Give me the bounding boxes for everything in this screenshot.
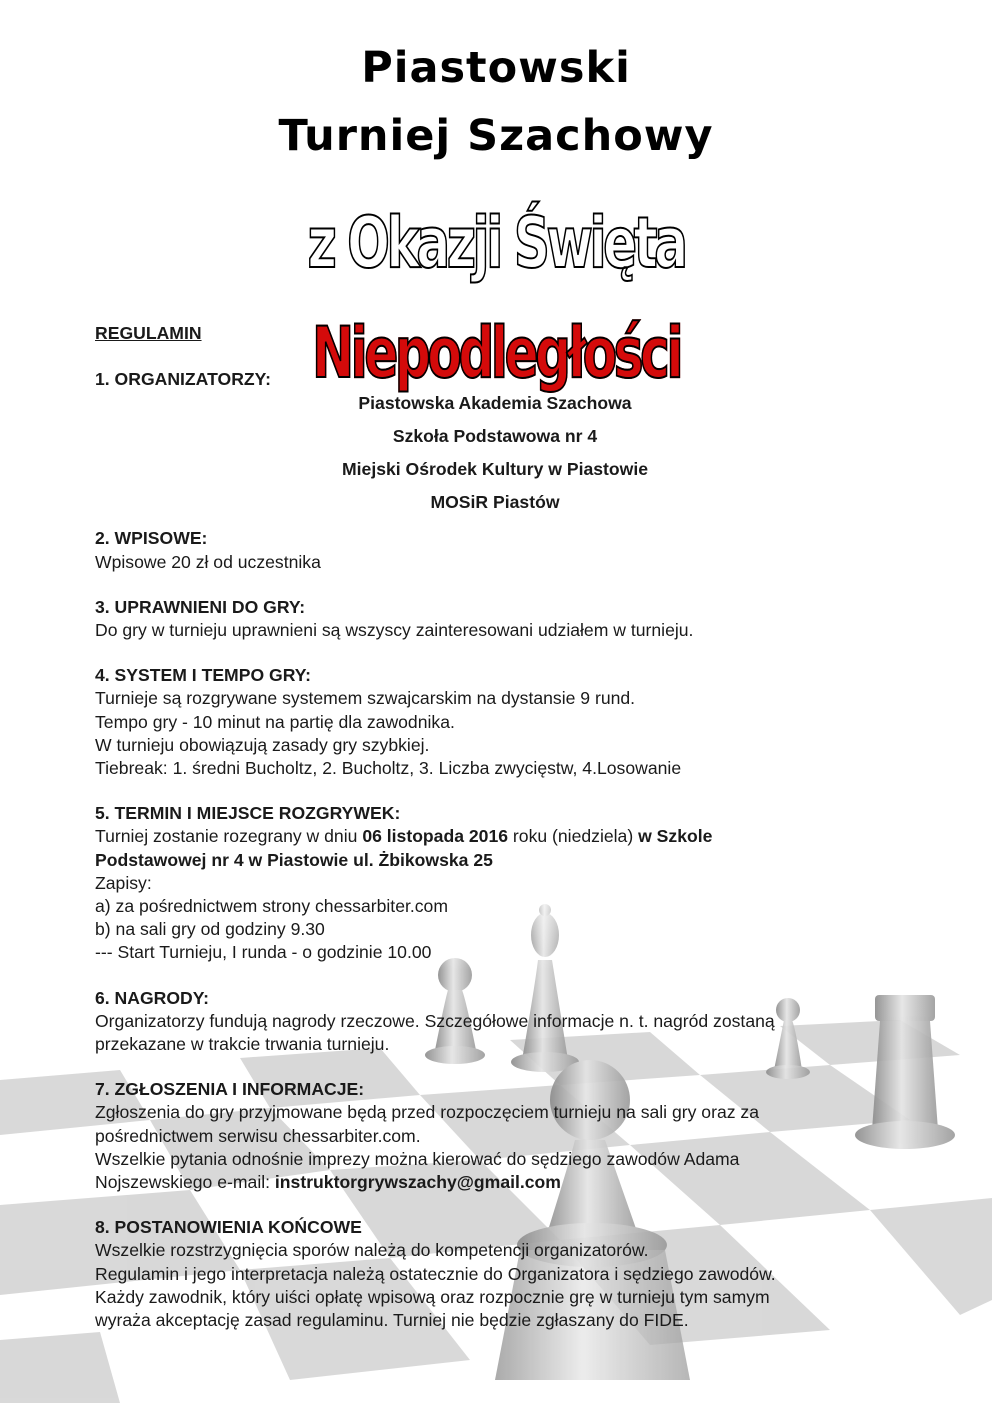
section-1-heading: 1. ORGANIZATORZY: bbox=[95, 369, 271, 390]
section-4-heading: 4. SYSTEM I TEMPO GRY: bbox=[95, 665, 312, 686]
title-line-1: Piastowski bbox=[361, 43, 631, 93]
venue-part-2: Podstawowej nr 4 w Piastowie ul. Żbikowska 25 bbox=[95, 849, 493, 870]
organizer-item: Miejski Ośrodek Kultury w Piastowie bbox=[341, 459, 649, 480]
section-4-line: Turnieje są rozgrywane systemem szwajcarskim na dystansie 9 rund. bbox=[95, 688, 636, 709]
section-4-line: Tiebreak: 1. średni Bucholtz, 2. Bucholtz, 3. Liczba zwycięstw, 4.Losowanie bbox=[95, 758, 682, 779]
regulations-body bbox=[95, 322, 895, 1332]
organizer-item: Piastowska Akademia Szachowa bbox=[358, 393, 632, 414]
section-6-heading: 6. NAGRODY: bbox=[95, 987, 210, 1008]
section-5-date-line bbox=[95, 825, 895, 848]
section-6-line: Organizatorzy fundują nagrody rzeczowe. Szczegółowe informacje n. t. nagród zostaną bbox=[95, 1010, 775, 1031]
section-5-line: --- Start Turnieju, I runda - o godzinie 10.00 bbox=[95, 942, 432, 963]
section-7-email-line bbox=[95, 1171, 895, 1194]
title-line-2: Turniej Szachowy bbox=[278, 111, 714, 161]
section-5-line: b) na sali gry od godziny 9.30 bbox=[95, 919, 325, 940]
email-prefix: Nojszewskiego e-mail: bbox=[95, 1172, 275, 1193]
tournament-date: 06 listopada 2016 bbox=[362, 826, 509, 847]
section-3-text: Do gry w turnieju uprawnieni są wszyscy zainteresowani udziałem w turnieju. bbox=[95, 620, 694, 641]
date-suffix: roku (niedziela) bbox=[508, 826, 639, 847]
section-4-line: W turnieju obowiązują zasady gry szybkiej. bbox=[95, 734, 430, 755]
section-5-line: a) za pośrednictwem strony chessarbiter.com bbox=[95, 896, 448, 917]
date-prefix: Turniej zostanie rozegrany w dniu bbox=[95, 826, 363, 847]
section-2-heading: 2. WPISOWE: bbox=[95, 528, 208, 549]
section-7-line: Wszelkie pytania odnośnie imprezy można kierować do sędziego zawodów Adama bbox=[95, 1148, 740, 1169]
section-5-heading: 5. TERMIN I MIEJSCE ROZGRYWEK: bbox=[95, 803, 401, 824]
section-7-line: pośrednictwem serwisu chessarbiter.com. bbox=[95, 1125, 421, 1146]
section-4-line: Tempo gry - 10 minut na partię dla zawodnika. bbox=[95, 711, 455, 732]
section-3-heading: 3. UPRAWNIENI DO GRY: bbox=[95, 596, 306, 617]
section-7-line: Zgłoszenia do gry przyjmowane będą przed rozpoczęciem turnieju na sali gry oraz za bbox=[95, 1102, 760, 1123]
section-8-heading: 8. POSTANOWIENIA KOŃCOWE bbox=[95, 1217, 362, 1238]
contact-email: instruktorgrywszachy@gmail.com bbox=[274, 1172, 561, 1193]
section-6-line: przekazane w trakcie trwania turnieju. bbox=[95, 1034, 390, 1055]
section-8-line: Regulamin i jego interpretacja należą ostatecznie do Organizatora i sędziego zawodów. bbox=[95, 1263, 776, 1284]
section-8-line: Każdy zawodnik, który uiści opłatę wpisową oraz rozpocznie grę w turnieju tym samym bbox=[95, 1286, 770, 1307]
section-5-line: Zapisy: bbox=[95, 872, 152, 893]
section-2-text: Wpisowe 20 zł od uczestnika bbox=[95, 551, 321, 572]
regulamin-heading: REGULAMIN bbox=[95, 323, 202, 343]
section-8-line: wyraża akceptację zasad regulaminu. Turniej nie będzie zgłaszany do FIDE. bbox=[95, 1310, 689, 1331]
venue-part-1: w Szkole bbox=[638, 826, 713, 847]
subtitle-banner: z Okazji Święta Niepodległości bbox=[139, 188, 853, 408]
organizer-item: Szkoła Podstawowa nr 4 bbox=[392, 426, 598, 447]
organizers-list bbox=[95, 387, 895, 519]
section-8-line: Wszelkie rozstrzygnięcia sporów należą do kompetencji organizatorów. bbox=[95, 1240, 649, 1261]
organizer-item: MOSiR Piastów bbox=[430, 492, 560, 513]
section-7-heading: 7. ZGŁOSZENIA I INFORMACJE: bbox=[95, 1079, 365, 1100]
